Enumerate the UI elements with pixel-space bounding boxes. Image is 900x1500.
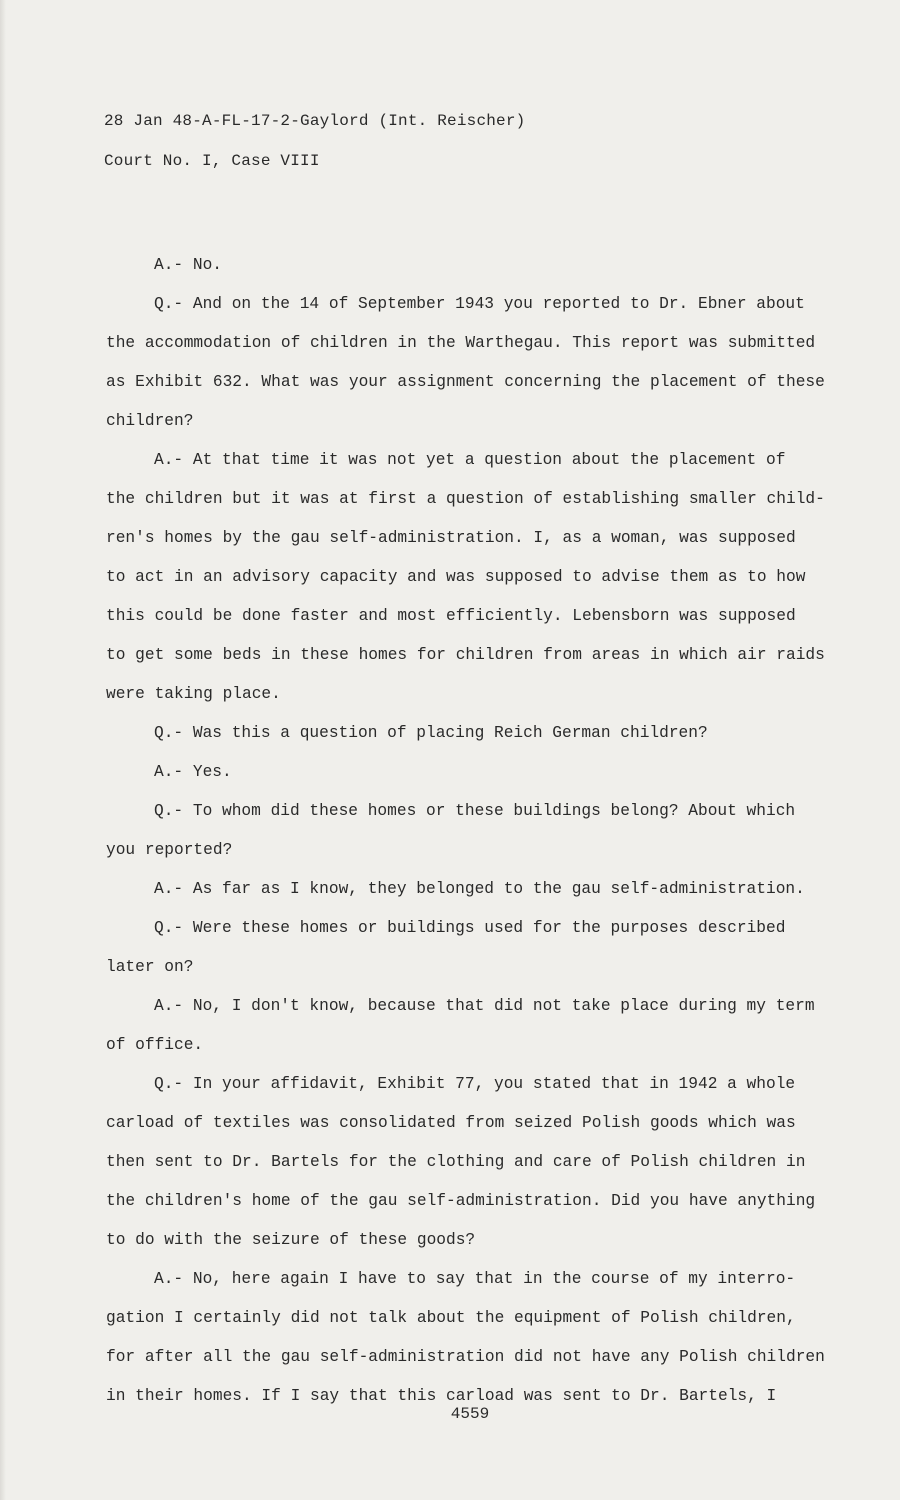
transcript-line: this could be done faster and most efficiently. Lebensborn was supposed <box>106 607 796 625</box>
page-edge-shadow <box>0 0 6 1500</box>
transcript-line: you reported? <box>106 841 233 859</box>
transcript-line: as Exhibit 632. What was your assignment concerning the placement of these <box>106 373 825 391</box>
header-court-case-line: Court No. I, Case VIII <box>104 152 320 170</box>
transcript-line: ren's homes by the gau self-administration. I, as a woman, was supposed <box>106 529 796 547</box>
transcript-paragraph <box>106 1260 846 1416</box>
transcript-paragraph <box>106 987 846 1065</box>
transcript-line: the children but it was at first a question of establishing smaller child- <box>106 490 825 508</box>
transcript-paragraph <box>106 285 846 441</box>
transcript-paragraph <box>106 246 846 285</box>
transcript-line: A.- No. <box>154 256 222 274</box>
transcript-line: the children's home of the gau self-administration. Did you have anything <box>106 1192 816 1210</box>
transcript-line: carload of textiles was consolidated from seized Polish goods which was <box>106 1114 796 1132</box>
transcript-line: A.- Yes. <box>154 763 232 781</box>
transcript-line: Q.- Was this a question of placing Reich German children? <box>154 724 708 742</box>
transcript-body <box>106 246 846 1416</box>
transcript-line: the accommodation of children in the Warthegau. This report was submitted <box>106 334 816 352</box>
transcript-line: A.- No, here again I have to say that in the course of my interro- <box>154 1270 796 1288</box>
transcript-line: of office. <box>106 1036 204 1054</box>
transcript-paragraph <box>106 441 846 714</box>
transcript-line: Q.- In your affidavit, Exhibit 77, you stated that in 1942 a whole <box>154 1075 796 1093</box>
transcript-paragraph <box>106 870 846 909</box>
transcript-line: Q.- To whom did these homes or these buildings belong? About which <box>154 802 796 820</box>
transcript-paragraph <box>106 909 846 987</box>
transcript-line: later on? <box>106 958 194 976</box>
transcript-paragraph <box>106 753 846 792</box>
header-reference-line: 28 Jan 48-A-FL-17-2-Gaylord (Int. Reischer) <box>104 112 526 130</box>
transcript-line: were taking place. <box>106 685 281 703</box>
page-number: 4559 <box>450 1405 490 1423</box>
transcript-line: Q.- Were these homes or buildings used for the purposes described <box>154 919 786 937</box>
transcript-line: A.- At that time it was not yet a question about the placement of <box>154 451 786 469</box>
transcript-line: in their homes. If I say that this carload was sent to Dr. Bartels, I <box>106 1387 777 1405</box>
transcript-line: A.- As far as I know, they belonged to the gau self-administration. <box>154 880 805 898</box>
transcript-line: to do with the seizure of these goods? <box>106 1231 476 1249</box>
transcript-paragraph <box>106 714 846 753</box>
transcript-paragraph <box>106 792 846 870</box>
transcript-line: gation I certainly did not talk about the equipment of Polish children, <box>106 1309 796 1327</box>
transcript-line: to act in an advisory capacity and was supposed to advise them as to how <box>106 568 806 586</box>
transcript-line: to get some beds in these homes for children from areas in which air raids <box>106 646 825 664</box>
transcript-line: Q.- And on the 14 of September 1943 you reported to Dr. Ebner about <box>154 295 805 313</box>
transcript-line: A.- No, I don't know, because that did not take place during my term <box>154 997 815 1015</box>
transcript-paragraph <box>106 1065 846 1260</box>
transcript-line: for after all the gau self-administration did not have any Polish children <box>106 1348 825 1366</box>
transcript-line: children? <box>106 412 194 430</box>
transcript-line: then sent to Dr. Bartels for the clothing and care of Polish children in <box>106 1153 806 1171</box>
